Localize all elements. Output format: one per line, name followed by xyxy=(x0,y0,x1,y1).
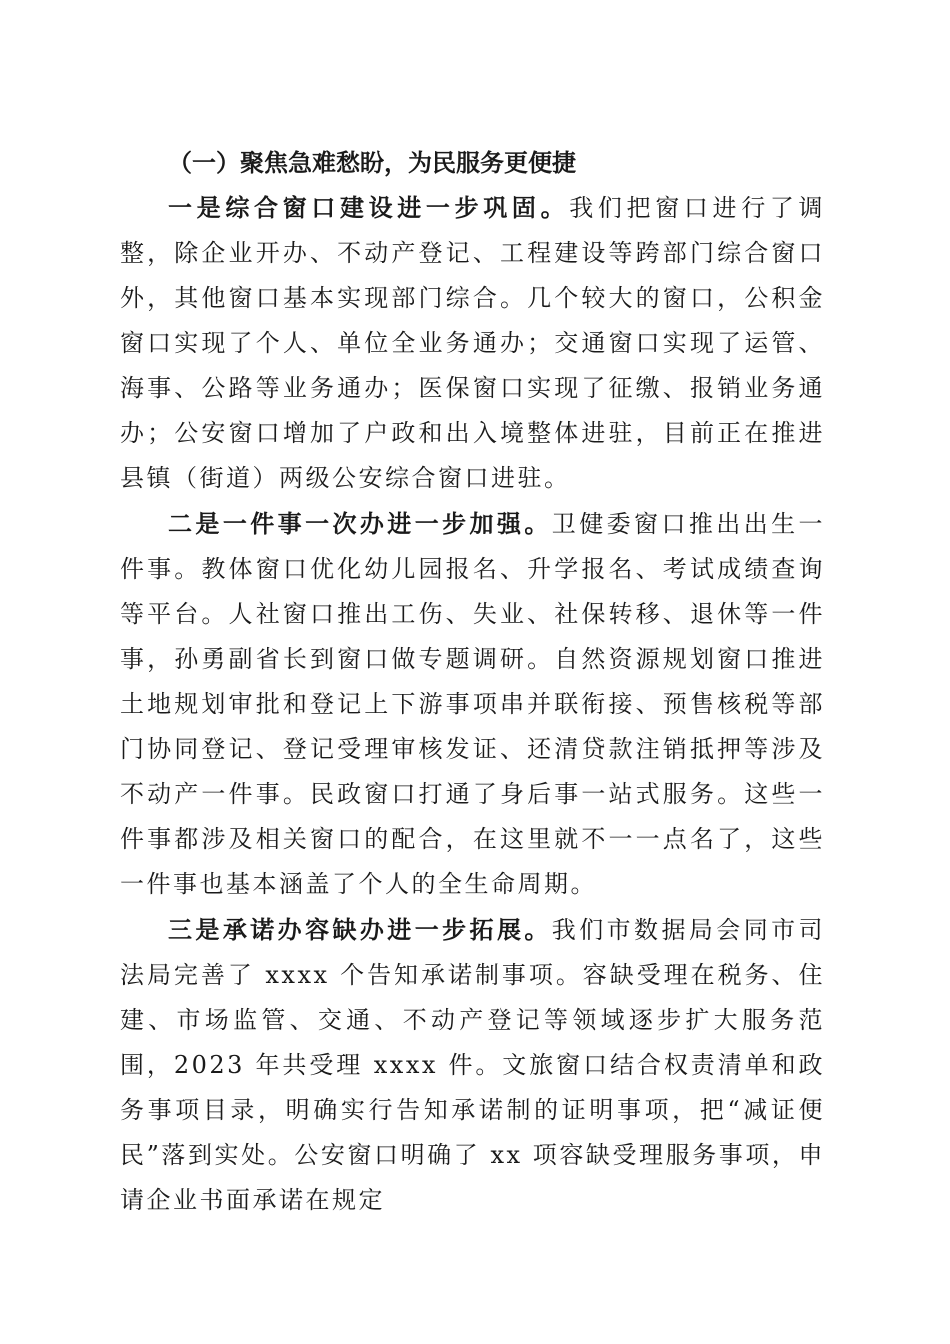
paragraph-body: 卫健委窗口推出出生一件事。教体窗口优化幼儿园报名、升学报名、考试成绩查询等平台。人社窗口推出工伤、失业、社保转移、退休等一件事，孙勇副省长到窗口做专题调研。自然资源规划窗口推进土地规划审批和登记上下游事项串并联衔接、预售核税等部门协同登记、登记受理审核发证、还清贷款注销抵押等涉及不动产一件事。民政窗口打通了身后事一站式服务。这些一件事都涉及相关窗口的配合，在这里就不一一点名了，这些一件事也基本涵盖了个人的全生命周期。 xyxy=(120,510,826,898)
paragraph-one-thing-service xyxy=(120,501,825,907)
paragraph-commitment-service xyxy=(120,907,825,1223)
paragraph-lead: 二是一件事一次办进一步加强。 xyxy=(168,509,552,538)
paragraph-body: 我们市数据局会同市司法局完善了 xxxx 个告知承诺制事项。容缺受理在税务、住建、市场监管、交通、不动产登记等领域逐步扩大服务范围，2023 年共受理 xxxx 件。文旅窗口结合权责清单和政务事项目录，明确实行告知承诺制的证明事项，把“减证便民”落到实处。公安窗口明确了 xx 项容缺受理服务事项，申请企业书面承诺在规定 xyxy=(120,916,826,1214)
paragraph-lead: 一是综合窗口建设进一步巩固。 xyxy=(168,193,570,222)
paragraph-comprehensive-window xyxy=(120,185,825,501)
paragraph-lead: 三是承诺办容缺办进一步拓展。 xyxy=(168,915,552,944)
paragraph-body: 我们把窗口进行了调整，除企业开办、不动产登记、工程建设等跨部门综合窗口外，其他窗口基本实现部门综合。几个较大的窗口，公积金窗口实现了个人、单位全业务通办；交通窗口实现了运管、海事、公路等业务通办；医保窗口实现了征缴、报销业务通办；公安窗口增加了户政和出入境整体进驻，目前正在推进县镇（街道）两级公安综合窗口进驻。 xyxy=(120,194,826,492)
section-heading: （一）聚焦急难愁盼，为民服务更便捷 xyxy=(168,148,576,177)
document-body xyxy=(120,140,825,1223)
